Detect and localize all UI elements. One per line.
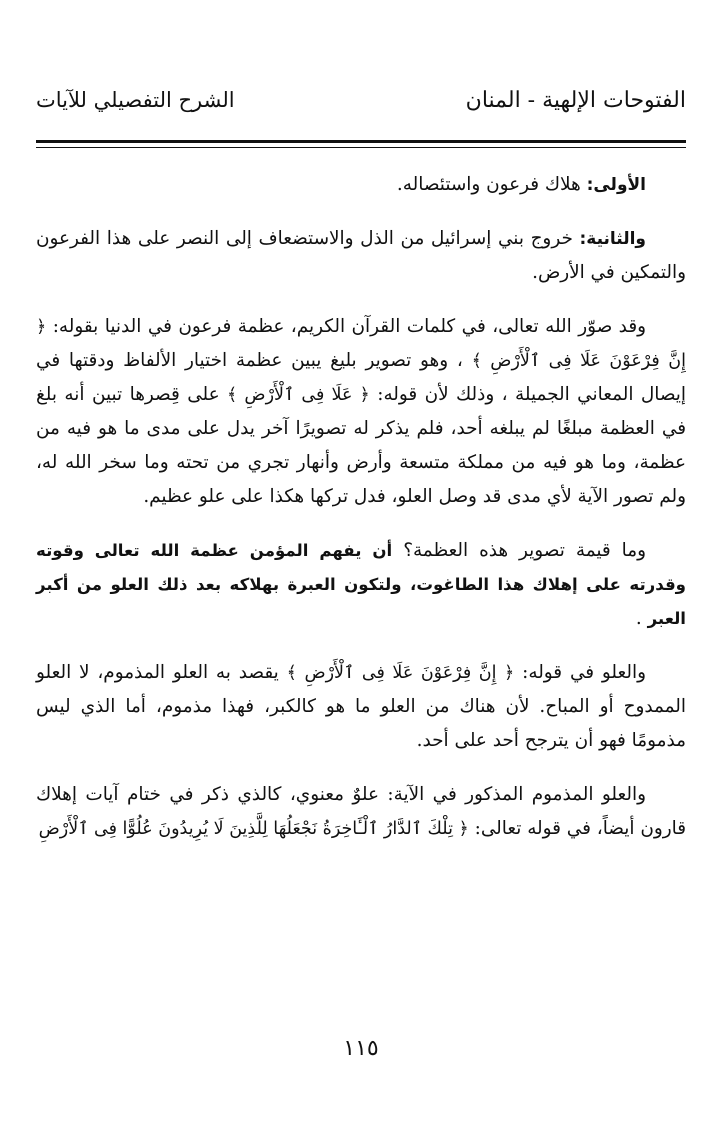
- paragraph-2: [36, 222, 686, 290]
- paragraph-4-text-a: وما قيمة تصوير هذه العظمة؟: [392, 540, 646, 561]
- book-subtitle: الشرح التفصيلي للآيات: [36, 88, 235, 112]
- quran-quote: ﴿ عَلَا فِى ٱلْأَرْضِ ﴾: [227, 385, 370, 405]
- paragraph-1-text: هلاك فرعون واستئصاله.: [396, 174, 587, 195]
- page-body: [36, 168, 686, 866]
- header-rule-thick: [36, 140, 686, 143]
- paragraph-2-lead: والثانية:: [579, 229, 646, 249]
- paragraph-5-text-b: يقصد به العلو المذموم، لا العلو الممدوح أو المباح. لأن هناك من العلو ما هو كالكبر، فهذا مذموم، أما الذي ليس مذمومًا فهو أن يترجح أحد على أحد.: [36, 662, 686, 751]
- paragraph-1: [36, 168, 686, 202]
- paragraph-1-lead: الأولى:: [586, 175, 646, 195]
- quran-quote: ﴿ تِلْكَ ٱلدَّارُ ٱلْـَٔاخِرَةُ نَجْعَلُهَا لِلَّذِينَ لَا يُرِيدُونَ عُلُوًّا فِى ٱلْأَرْضِ: [38, 819, 469, 839]
- paragraph-5: [36, 656, 686, 758]
- page-header: [36, 88, 686, 122]
- header-rule-thin: [36, 147, 686, 148]
- quran-quote: ﴿ إِنَّ فِرْعَوْنَ عَلَا فِى ٱلْأَرْضِ ﴾: [36, 317, 686, 371]
- book-title: الفتوحات الإلهية - المنان: [465, 88, 686, 113]
- paragraph-5-text-a: والعلو في قوله:: [514, 662, 646, 683]
- paragraph-3-text-b: ، وهو تصوير بليغ يبين عظمة اختيار الألفاظ ودقتها في إيصال المعاني الجميلة ، وذلك لأن قوله:: [36, 350, 686, 405]
- paragraph-4: [36, 534, 686, 636]
- paragraph-3: [36, 310, 686, 514]
- paragraph-3-text-a: وقد صوّر الله تعالى، في كلمات القرآن الكريم، عظمة فرعون في الدنيا بقوله:: [46, 316, 646, 337]
- paragraph-2-text: خروج بني إسرائيل من الذل والاستضعاف إلى النصر على هذا الفرعون والتمكين في الأرض.: [36, 228, 686, 283]
- paragraph-6-text-a: والعلو المذموم المذكور في الآية: علوٌ معنوي، كالذي ذكر في ختام آيات إهلاك قارون أيضاً، في قوله تعالى:: [36, 784, 686, 839]
- paragraph-6: [36, 778, 686, 846]
- paragraph-3-text-c: على قِصرها تبين أنه بلغ في العظمة مبلغًا لم يبلغه أحد، فلم يذكر له تصويرًا آخر يدل على مدى ما هو فيه من عظمة، وما هو فيه من مملكة متسعة وأرض وأنهار تجري من تحته وما سخر الله له، ولم تصور الآية لأي مدى قد وصل العلو، فدل تركها هكذا على علو عظيم.: [36, 384, 686, 507]
- paragraph-4-emphasis: أن يفهم المؤمن عظمة الله تعالى وقوته وقدرته على إهلاك هذا الطاغوت، ولتكون العبرة بهلاكه بعد ذلك العلو من أكبر العبر: [36, 541, 686, 628]
- paragraph-4-text-b: .: [635, 608, 648, 629]
- page-number: ١١٥: [343, 1036, 379, 1061]
- quran-quote: ﴿ إِنَّ فِرْعَوْنَ عَلَا فِى ٱلْأَرْضِ ﴾: [286, 663, 515, 683]
